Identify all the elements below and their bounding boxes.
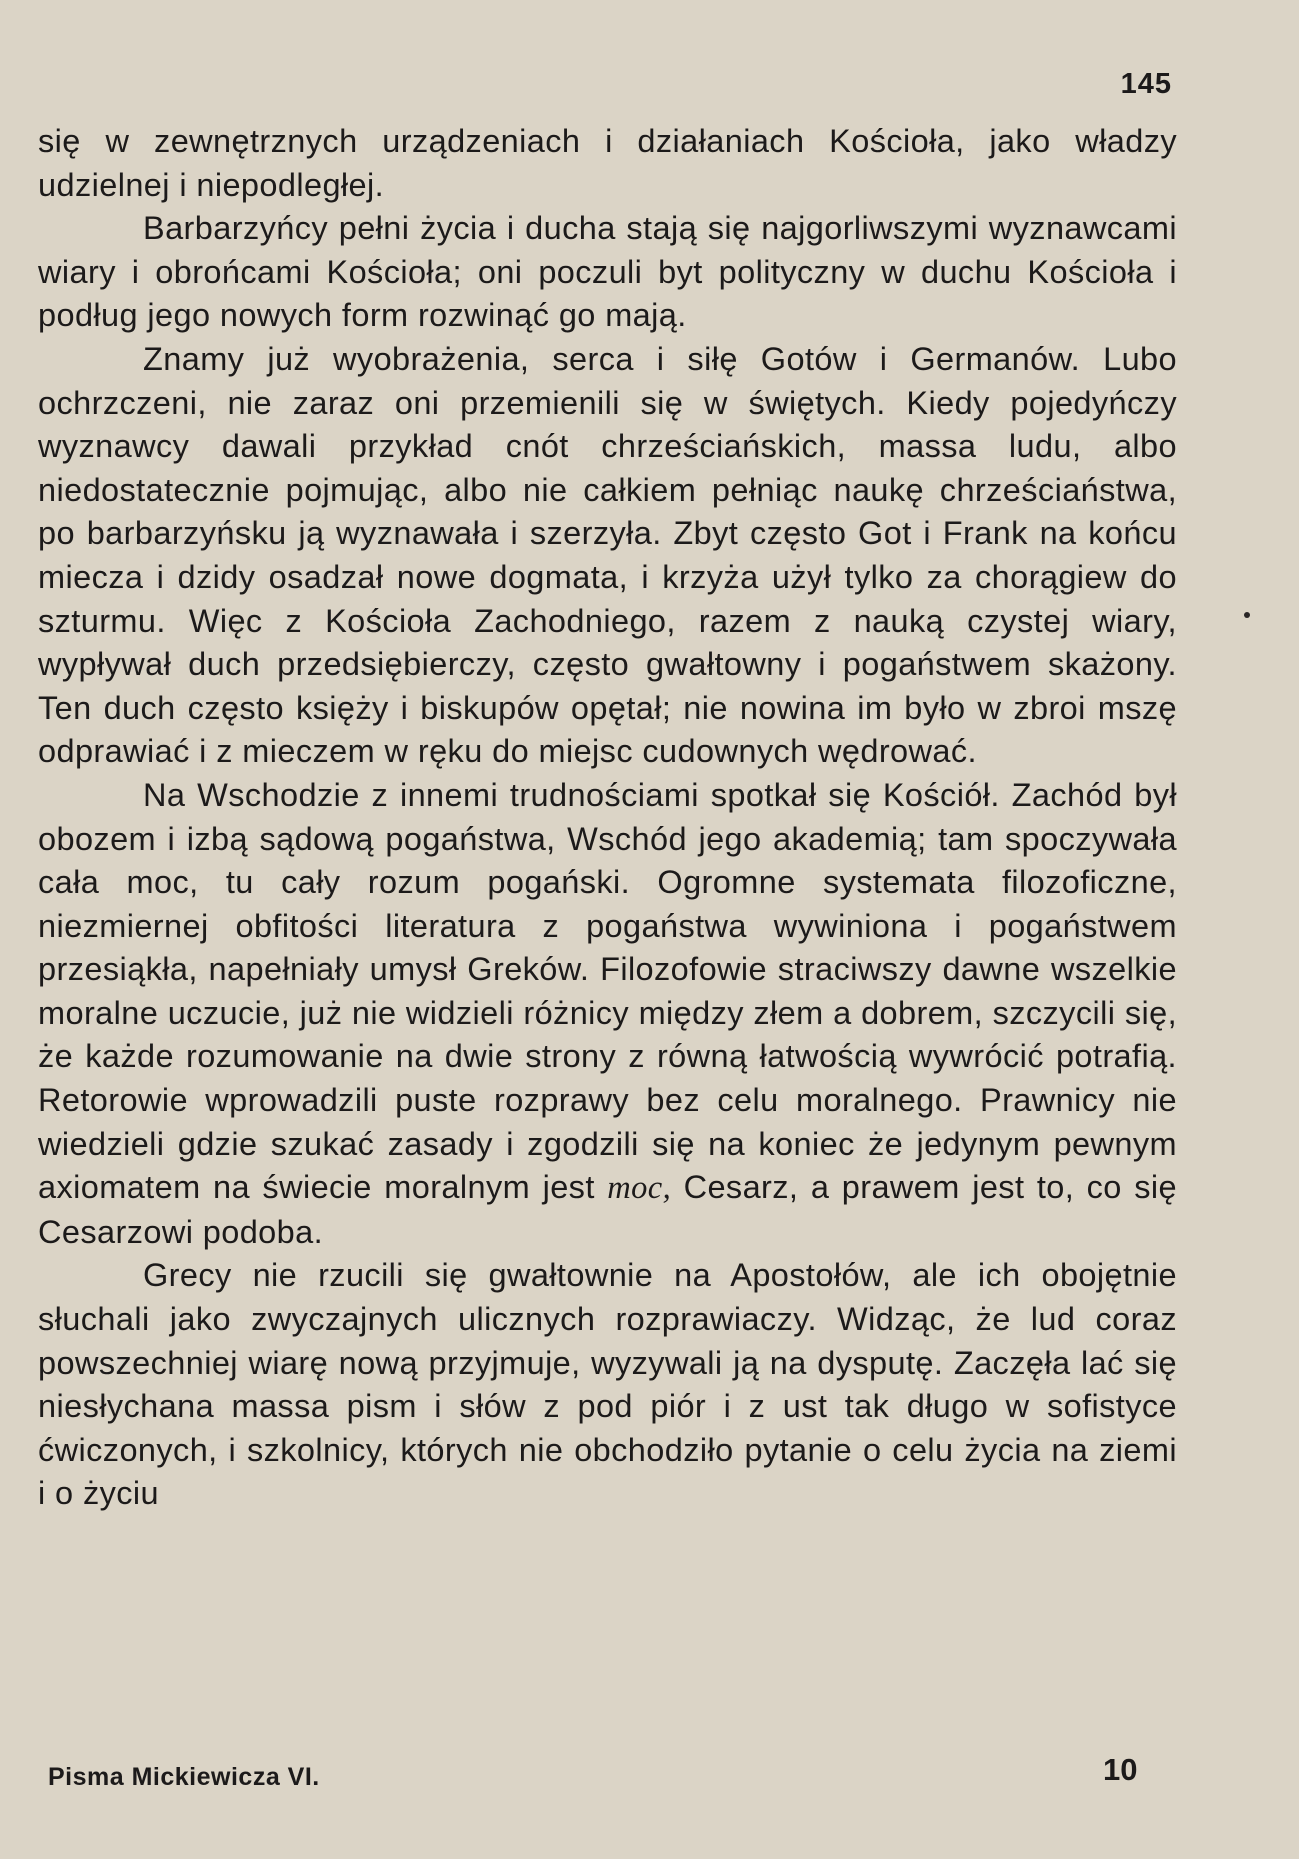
paragraph-east-end: Cesarz, a prawem jest to, co się Cesarzowi podoba. — [38, 1169, 1177, 1250]
paragraph-east — [38, 774, 1177, 1255]
footer-sheet-number: 10 — [1103, 1752, 1138, 1787]
paragraph-east-text: Na Wschodzie z innemi trudnościami spotkał się Kościół. Zachód był obozem i izbą sądową pogaństwa, Wschód jego akademią; tam spoczywała cała moc, tu cały rozum pogański. Ogromne systemata filozoficzne, niezmiernej obfitości literatura z pogaństwa wywiniona i pogaństwem przesiąkła, napełniały umysł Greków. Filozofowie straciwszy dawne wszelkie moralne uczucie, już nie widzieli różnicy między złem a dobrem, szczycili się, że każde rozumowanie na dwie strony z równą łatwością wywrócić potrafią. Retorowie wprowadzili puste rozprawy bez celu moralnego. Prawnicy nie wiedzieli gdzie szukać zasady i zgodzili się na koniec że jedynym pewnym axiomatem na świecie moralnym jest — [38, 776, 1177, 1206]
footer-signature: Pisma Mickiewicza VI. — [48, 1763, 320, 1791]
paragraph-continuation: się w zewnętrznych urządzeniach i działaniach Kościoła, jako władzy udzielnej i niepodległej. — [38, 123, 1177, 203]
emphasis-moc: moc, — [607, 1170, 672, 1207]
ink-speck — [1244, 612, 1250, 618]
page-number: 145 — [1120, 68, 1172, 100]
paragraph-goths-germans: Znamy już wyobrażenia, serca i siłę Gotów i Germanów. Lubo ochrzczeni, nie zaraz oni przemienili się w świętych. Kiedy pojedyńczy wyznawcy dawali przykład cnót chrześciańskich, massa ludu, albo niedostatecznie pojmując, albo nie całkiem pełniąc naukę chrześciaństwa, po barbarzyńsku ją wyznawała i szerzyła. Zbyt często Got i Frank na końcu miecza i dzidy osadzał nowe dogmata, i krzyża użył tylko za chorągiew do szturmu. Więc z Kościoła Zachodniego, razem z nauką czystej wiary, wypływał duch przedsiębierczy, często gwałtowny i pogaństwem skażony. Ten duch często księży i biskupów opętał; nie nowina im było w zbroi mszę odprawiać i z mieczem w ręku do miejsc cudownych wędrować. — [38, 340, 1177, 770]
paragraph-greeks: Grecy nie rzucili się gwałtownie na Apostołów, ale ich obojętnie słuchali jako zwyczajnych ulicznych rozprawiaczy. Widząc, że lud coraz powszechniej wiarę nową przyjmuje, wyzywali ją na dysputę. Zaczęła lać się niesłychana massa pism i słów z pod piór i z ust tak długo w sofistyce ćwiczonych, i szkolnicy, których nie obchodziło pytanie o celu życia na ziemi i o życiu — [38, 1257, 1177, 1512]
paragraph-barbarians: Barbarzyńcy pełni życia i ducha stają się najgorliwszymi wyznawcami wiary i obrońcami Kościoła; oni poczuli byt polityczny w duchu Kościoła i podług jego nowych form rozwinąć go mają. — [38, 210, 1177, 334]
body-text — [38, 120, 1177, 1516]
